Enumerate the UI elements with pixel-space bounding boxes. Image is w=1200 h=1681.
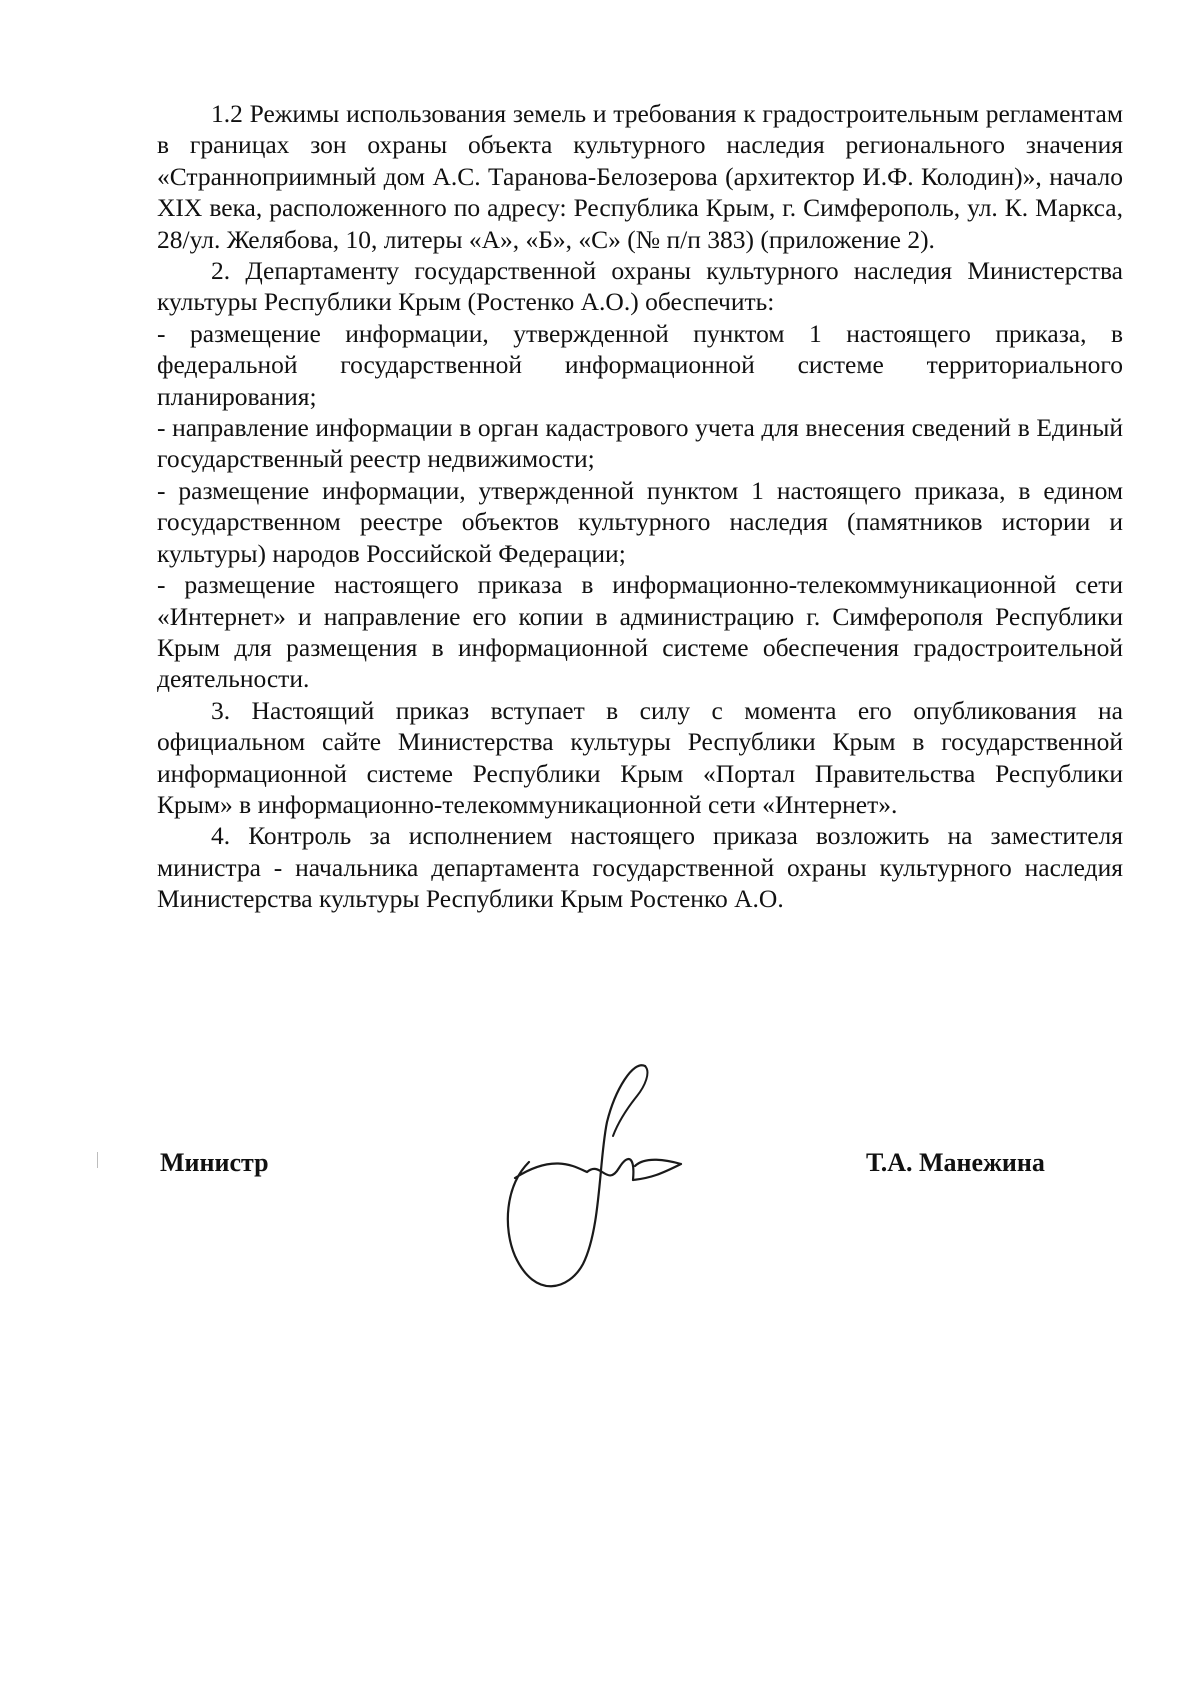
paragraph-1-2: 1.2 Режимы использования земель и требования к градостроительным регламентам в границах зон охраны объекта культурного наследия регионального значения «Странноприимный дом А.С. Таранова-Белозерова (архитектор И.Ф. Колодин)», начало XIX века, расположенного по адресу: Республика Крым, г. Симферополь, ул. К. Маркса, 28/ул. Желябова, 10, литеры «А», «Б», «С» (№ п/п 383) (приложение 2). [157, 99, 1123, 254]
document-body [157, 98, 1123, 915]
signature-block [0, 1060, 1200, 1300]
paragraph-2: 2. Департаменту государственной охраны культурного наследия Министерства культуры Республики Крым (Ростенко А.О.) обеспечить: [157, 256, 1123, 317]
handwritten-signature [495, 1060, 735, 1300]
list-item-heritage-register: - размещение информации, утвержденной пунктом 1 настоящего приказа, в едином государственном реестре объектов культурного наследия (памятников истории и культуры) народов Российской Федерации; [157, 475, 1123, 568]
paragraph-4: 4. Контроль за исполнением настоящего приказа возложить на заместителя министра - начальника департамента государственной охраны культурного наследия Министерства культуры Республики Крым Ростенко А.О. [157, 821, 1123, 914]
paragraph-3: 3. Настоящий приказ вступает в силу с момента его опубликования на официальном сайте Министерства культуры Республики Крым в государственной информационной системе Республики Крым «Портал Правительства Республики Крым» в информационно-телекоммуникационной сети «Интернет». [157, 695, 1123, 819]
list-item-cadastral: - направление информации в орган кадастрового учета для внесения сведений в Единый государственный реестр недвижимости; [157, 413, 1123, 474]
list-item-internet-publication: - размещение настоящего приказа в информационно-телекоммуникационной сети «Интернет» и направление его копии в администрацию г. Симферополя Республики Крым для размещения в информационной системе обеспечения градостроительной деятельности. [157, 570, 1123, 694]
signatory-position: Министр [160, 1148, 269, 1177]
list-item-placement-fgis: - размещение информации, утвержденной пунктом 1 настоящего приказа, в федеральной государственной информационной системе территориального планирования; [157, 318, 1123, 411]
scan-artifact [97, 1152, 98, 1168]
signatory-name: Т.А. Манежина [866, 1148, 1045, 1177]
